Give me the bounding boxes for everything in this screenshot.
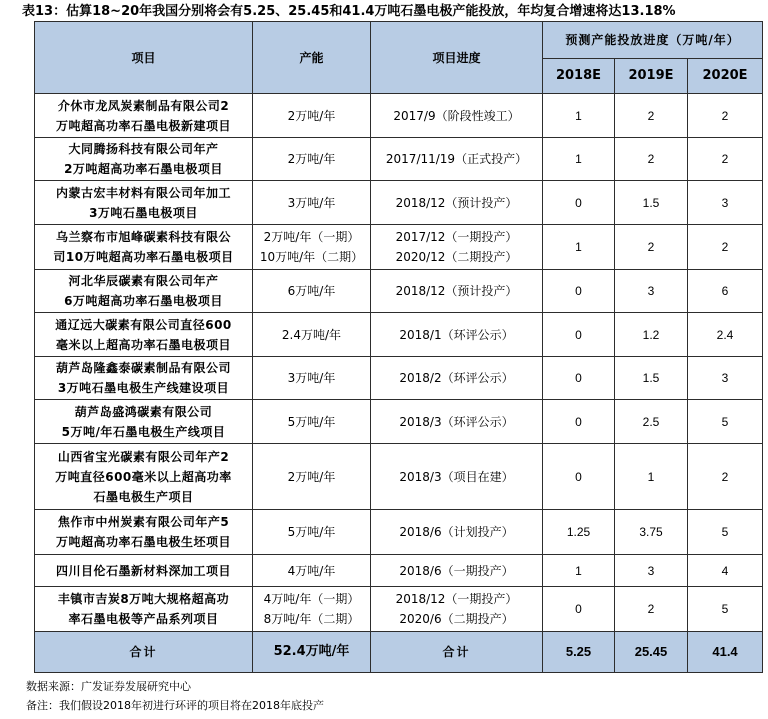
progress-cell-line: 2017/9（阶段性竣工） <box>393 108 520 123</box>
capacity-cell <box>253 94 371 138</box>
value-2018: 0 <box>543 357 615 400</box>
progress-cell <box>371 270 543 313</box>
project-name-line: 乌兰察布市旭峰碳素科技有限公 <box>55 230 231 244</box>
value-2019: 3 <box>615 270 688 313</box>
project-name-line: 毫米以上超高功率石墨电极项目 <box>55 337 231 352</box>
project-name-line: 万吨超高功率石墨电极生坯项目 <box>55 535 231 549</box>
progress-cell-line: 2018/2（环评公示） <box>399 371 514 385</box>
project-name-line: 万吨直径600毫米以上超高功率 <box>55 469 232 484</box>
value-2020: 2.4 <box>688 313 763 357</box>
project-name <box>35 181 253 225</box>
progress-cell <box>371 225 543 270</box>
value-2020: 4 <box>688 555 763 587</box>
value-2020: 2 <box>688 138 763 181</box>
project-name-line: 2万吨超高功率石墨电极项目 <box>64 162 223 176</box>
project-name-line: 山西省宝光碳素有限公司年产2 <box>57 449 230 464</box>
project-name <box>35 225 253 270</box>
progress-cell-line: 2018/12（预计投产） <box>395 284 518 298</box>
progress-cell <box>371 138 543 181</box>
capacity-cell-line: 5万吨/年 <box>287 414 336 429</box>
progress-cell-line: 2020/12（二期投产） <box>395 250 518 264</box>
total-2020: 41.4 <box>688 632 763 673</box>
progress-cell-line: 2017/11/19（正式投产） <box>385 152 528 166</box>
header-progress: 项目进度 <box>371 22 543 94</box>
table-row <box>35 555 763 587</box>
progress-cell-line: 2018/6（计划投产） <box>399 525 514 539</box>
project-name <box>35 510 253 555</box>
value-2020: 3 <box>688 181 763 225</box>
value-2019: 1.5 <box>615 357 688 400</box>
value-2018: 1 <box>543 225 615 270</box>
capacity-table <box>34 21 763 673</box>
project-name <box>35 357 253 400</box>
progress-cell-line: 2018/12（预计投产） <box>395 195 518 210</box>
value-2019: 2 <box>615 138 688 181</box>
header-year-2019: 2019E <box>615 59 688 94</box>
table-body <box>35 94 763 632</box>
project-name <box>35 138 253 181</box>
value-2018: 0 <box>543 400 615 444</box>
header-capacity: 产能 <box>253 22 371 94</box>
project-name-line: 介休市龙凤炭素制品有限公司2 <box>57 98 230 113</box>
value-2018: 1 <box>543 555 615 587</box>
project-name <box>35 270 253 313</box>
project-name <box>35 444 253 510</box>
project-name-line: 内蒙古宏丰材料有限公司年加工 <box>55 185 231 200</box>
value-2018: 0 <box>543 181 615 225</box>
project-name-line: 石墨电极生产项目 <box>93 489 194 504</box>
capacity-cell <box>253 138 371 181</box>
value-2018: 0 <box>543 270 615 313</box>
progress-cell <box>371 555 543 587</box>
capacity-cell <box>253 510 371 555</box>
total-row <box>35 632 763 673</box>
project-name-line: 四川目伦石墨新材料深加工项目 <box>55 563 231 578</box>
capacity-cell-line: 3万吨/年 <box>287 195 336 210</box>
capacity-cell-line: 2万吨/年 <box>287 469 336 484</box>
value-2019: 1.5 <box>615 181 688 225</box>
remark-note: 备注：我们假设2018年初进行环评的项目将在2018年底投产 <box>26 699 324 712</box>
total-2018: 5.25 <box>543 632 615 673</box>
value-2020: 2 <box>688 444 763 510</box>
project-name <box>35 555 253 587</box>
capacity-cell-line: 2万吨/年 <box>287 108 336 123</box>
value-2018: 0 <box>543 313 615 357</box>
project-name <box>35 313 253 357</box>
capacity-cell-line: 4万吨/年 <box>287 563 336 578</box>
capacity-cell-line: 2.4万吨/年 <box>281 327 342 342</box>
capacity-cell <box>253 587 371 632</box>
progress-cell-line: 2018/3（环评公示） <box>399 414 514 429</box>
table-row <box>35 138 763 181</box>
value-2020: 5 <box>688 587 763 632</box>
project-name-line: 丰镇市吉炭8万吨大规格超高功 <box>57 592 230 606</box>
project-name-line: 司10万吨超高功率石墨电极项目 <box>53 250 234 264</box>
header-year-2020: 2020E <box>688 59 763 94</box>
table-row <box>35 94 763 138</box>
capacity-cell-line: 5万吨/年 <box>287 525 336 539</box>
value-2020: 5 <box>688 510 763 555</box>
value-2019: 2 <box>615 587 688 632</box>
value-2020: 2 <box>688 225 763 270</box>
table-row <box>35 270 763 313</box>
total-2019: 25.45 <box>615 632 688 673</box>
capacity-cell-line: 8万吨/年（二期） <box>263 612 360 626</box>
capacity-cell <box>253 444 371 510</box>
project-name-line: 葫芦岛隆鑫泰碳素制品有限公司 <box>55 361 231 375</box>
value-2020: 5 <box>688 400 763 444</box>
total-progress-label: 合计 <box>371 632 543 673</box>
progress-cell <box>371 357 543 400</box>
header-project: 项目 <box>35 22 253 94</box>
capacity-cell-line: 2万吨/年（一期） <box>263 230 360 244</box>
value-2020: 3 <box>688 357 763 400</box>
progress-cell <box>371 94 543 138</box>
table-row <box>35 225 763 270</box>
project-name <box>35 94 253 138</box>
table-row <box>35 400 763 444</box>
capacity-cell <box>253 181 371 225</box>
table-title: 表13：估算18~20年我国分别将会有5.25、25.45和41.4万吨石墨电极产能投放，年均复合增速将达13.18% <box>22 4 676 19</box>
progress-cell <box>371 313 543 357</box>
value-2018: 0 <box>543 587 615 632</box>
project-name-line: 河北华辰碳素有限公司年产 <box>68 274 219 288</box>
progress-cell-line: 2020/6（二期投产） <box>399 612 514 626</box>
value-2020: 2 <box>688 94 763 138</box>
capacity-cell-line: 4万吨/年（一期） <box>263 592 360 606</box>
project-name-line: 万吨超高功率石墨电极新建项目 <box>55 118 231 133</box>
project-name-line: 3万吨石墨电极项目 <box>89 205 198 220</box>
table-row <box>35 587 763 632</box>
progress-cell-line: 2018/1（环评公示） <box>399 327 514 342</box>
header-forecast: 预测产能投放进度（万吨/年） <box>543 22 763 59</box>
total-label: 合计 <box>35 632 253 673</box>
source-note: 数据来源：广发证券发展研究中心 <box>26 680 191 693</box>
progress-cell <box>371 587 543 632</box>
capacity-cell-line: 2万吨/年 <box>287 152 336 166</box>
table-row <box>35 357 763 400</box>
capacity-cell <box>253 270 371 313</box>
value-2018: 1 <box>543 94 615 138</box>
value-2019: 2 <box>615 94 688 138</box>
capacity-cell-line: 10万吨/年（二期） <box>259 250 364 264</box>
progress-cell <box>371 400 543 444</box>
project-name-line: 大同腾扬科技有限公司年产 <box>68 142 219 156</box>
table-row <box>35 510 763 555</box>
capacity-cell <box>253 225 371 270</box>
progress-cell <box>371 444 543 510</box>
project-name-line: 6万吨超高功率石墨电极项目 <box>64 294 223 308</box>
capacity-cell-line: 3万吨/年 <box>287 371 336 385</box>
table-row <box>35 313 763 357</box>
progress-cell-line: 2018/3（项目在建） <box>399 469 514 484</box>
table-row <box>35 181 763 225</box>
capacity-cell <box>253 357 371 400</box>
capacity-cell <box>253 400 371 444</box>
value-2019: 3.75 <box>615 510 688 555</box>
value-2019: 3 <box>615 555 688 587</box>
total-capacity: 52.4万吨/年 <box>253 632 371 673</box>
footnotes <box>26 677 766 715</box>
project-name-line: 通辽远大碳素有限公司直径600 <box>55 317 232 332</box>
value-2019: 2.5 <box>615 400 688 444</box>
value-2019: 1.2 <box>615 313 688 357</box>
value-2018: 1.25 <box>543 510 615 555</box>
project-name <box>35 587 253 632</box>
value-2019: 1 <box>615 444 688 510</box>
header-year-2018: 2018E <box>543 59 615 94</box>
project-name <box>35 400 253 444</box>
progress-cell <box>371 181 543 225</box>
progress-cell-line: 2017/12（一期投产） <box>395 230 518 244</box>
progress-cell-line: 2018/12（一期投产） <box>395 592 518 606</box>
value-2018: 1 <box>543 138 615 181</box>
capacity-cell <box>253 555 371 587</box>
project-name-line: 葫芦岛盛鸿碳素有限公司 <box>74 404 213 419</box>
project-name-line: 3万吨石墨电极生产线建设项目 <box>57 381 230 395</box>
value-2018: 0 <box>543 444 615 510</box>
value-2019: 2 <box>615 225 688 270</box>
capacity-cell-line: 6万吨/年 <box>287 284 336 298</box>
table-row <box>35 444 763 510</box>
capacity-cell <box>253 313 371 357</box>
progress-cell-line: 2018/6（一期投产） <box>399 563 514 578</box>
progress-cell <box>371 510 543 555</box>
project-name-line: 率石墨电极等产品系列项目 <box>68 612 219 626</box>
project-name-line: 焦作市中州炭素有限公司年产5 <box>57 515 230 529</box>
project-name-line: 5万吨/年石墨电极生产线项目 <box>61 424 226 439</box>
value-2020: 6 <box>688 270 763 313</box>
